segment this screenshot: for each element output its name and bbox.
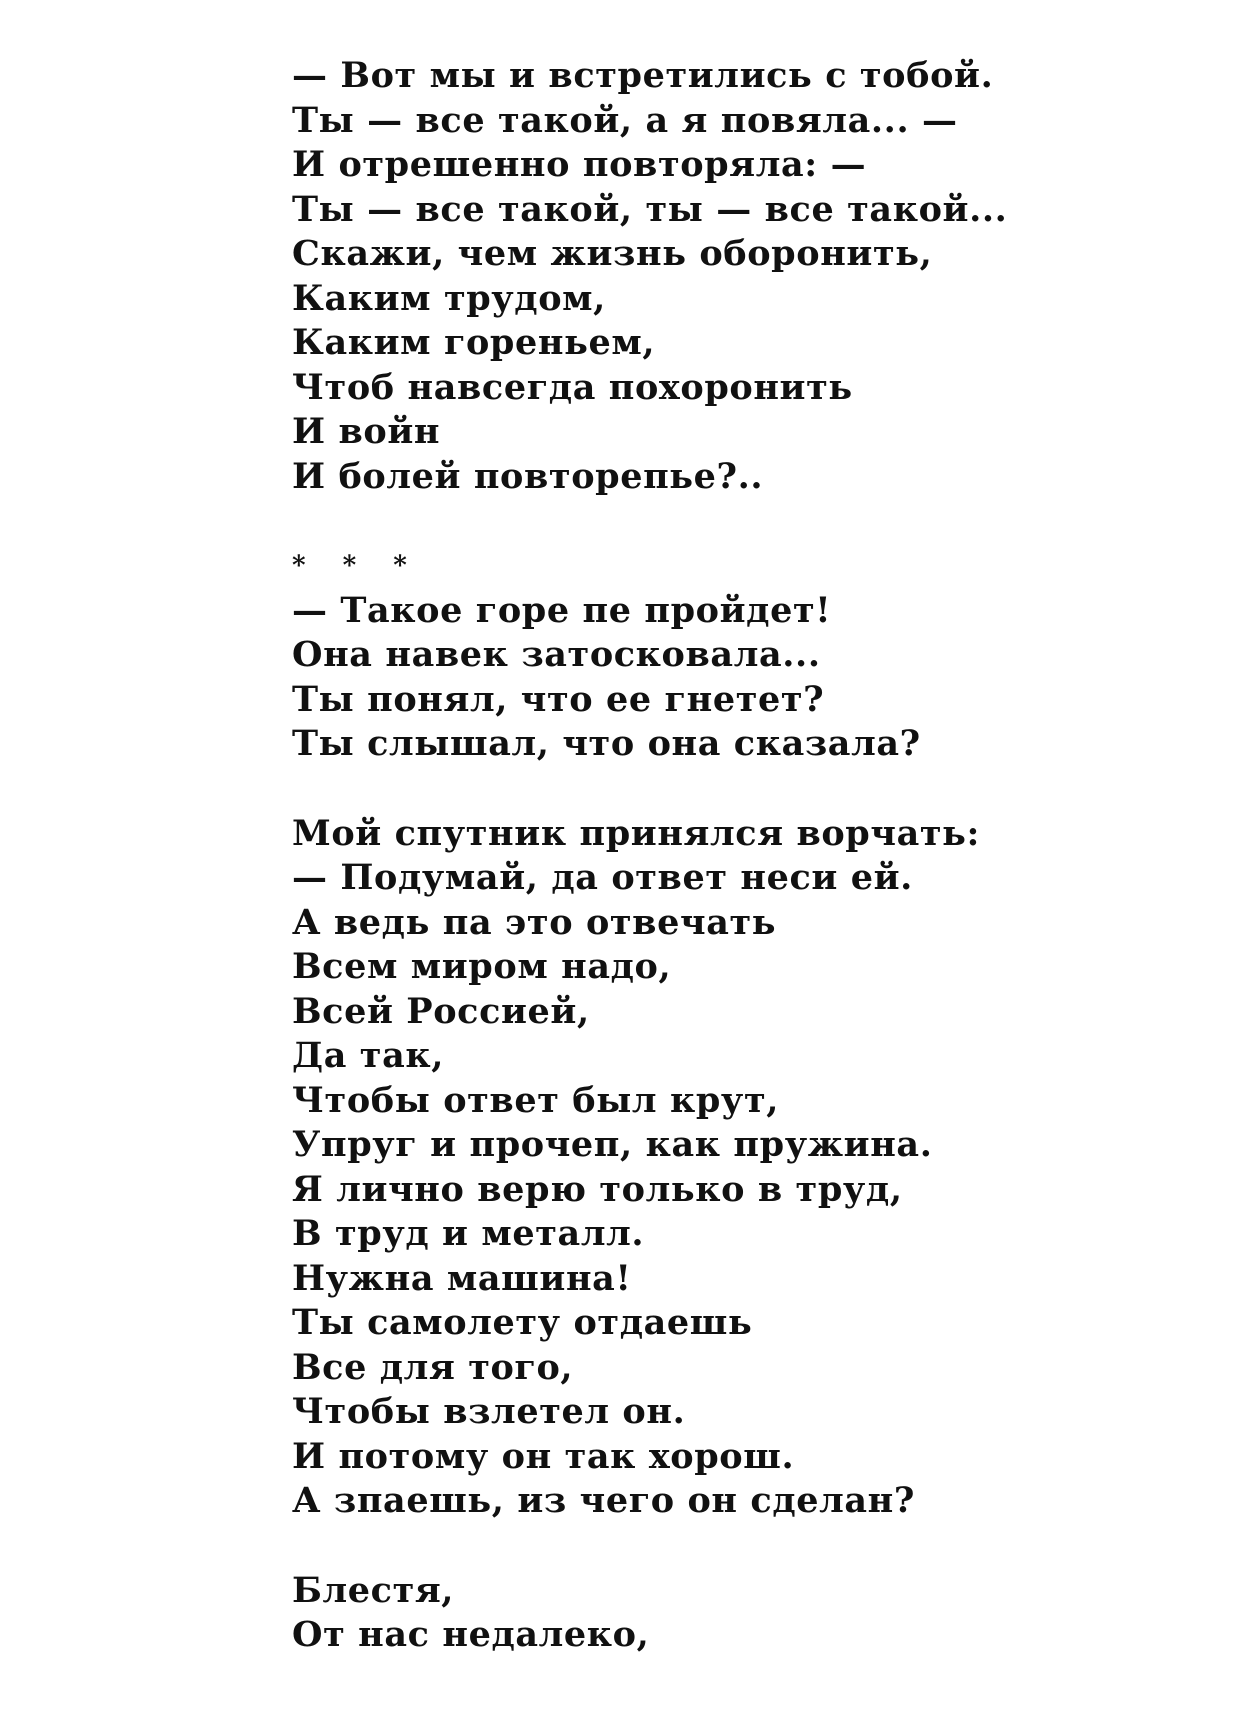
poem-line: Всей Россией, — [292, 990, 590, 1032]
poem-line: Чтоб навсегда похоронить — [292, 366, 853, 408]
poem-line: Все для того, — [292, 1346, 574, 1388]
poem-line: Ты слышал, что она сказала? — [292, 723, 921, 764]
poem-line: Блестя, — [292, 1569, 455, 1611]
poem-line: Всем миром надо, — [292, 946, 672, 987]
poem-line: Ты — все такой, ты — все такой... — [292, 188, 1008, 230]
poem-line: Ты — все такой, а я повяла... — — [292, 99, 958, 141]
poem-line: Чтобы ответ был крут, — [292, 1079, 780, 1121]
poem-text — [292, 54, 1012, 1658]
poem-line: Да так, — [292, 1035, 445, 1076]
poem-line: Она навек затосковала... — [292, 634, 821, 675]
stanza-4 — [292, 1569, 1012, 1658]
poem-line: Каким трудом, — [292, 277, 606, 319]
stanza-2 — [292, 589, 1012, 767]
poem-line: В труд и металл. — [292, 1213, 645, 1254]
poem-line: Мой спутник принялся ворчать: — [292, 812, 981, 854]
poem-line: Скажи, чем жизнь оборонить, — [292, 233, 933, 274]
poem-line: И болей повторепье?.. — [292, 455, 764, 497]
poem-line: Ты самолету отдаешь — [292, 1302, 753, 1343]
poem-line: — Подумай, да ответ неси ей. — [292, 857, 913, 898]
poem-line: Упруг и прочеп, как пружина. — [292, 1124, 933, 1165]
stanza-1 — [292, 54, 1012, 499]
poem-line: Я лично верю только в труд, — [292, 1168, 903, 1210]
stanza-gap — [292, 1524, 1012, 1569]
poem-line: И отрешенно повторяла: — — [292, 144, 867, 185]
poem-line: От нас недалеко, — [292, 1614, 650, 1655]
poem-line: Каким гореньем, — [292, 322, 656, 363]
stanza-gap — [292, 767, 1012, 812]
section-separator: * * * — [292, 551, 421, 581]
poem-line: Ты понял, что ее гнетет? — [292, 678, 825, 720]
poem-line: И войн — [292, 411, 441, 452]
poem-line: — Вот мы и встретились с тобой. — [292, 55, 994, 96]
poem-line: А зпаешь, из чего он сделан? — [292, 1480, 916, 1521]
poem-line: И потому он так хорош. — [292, 1435, 795, 1477]
stanza-gap — [292, 499, 1012, 544]
poem-line: Нужна машина! — [292, 1257, 632, 1299]
poem-line: А ведь па это отвечать — [292, 901, 777, 943]
poem-line: Чтобы взлетел он. — [292, 1391, 686, 1432]
poem-line: — Такое горе пе пройдет! — [292, 589, 832, 631]
stanza-3 — [292, 812, 1012, 1524]
